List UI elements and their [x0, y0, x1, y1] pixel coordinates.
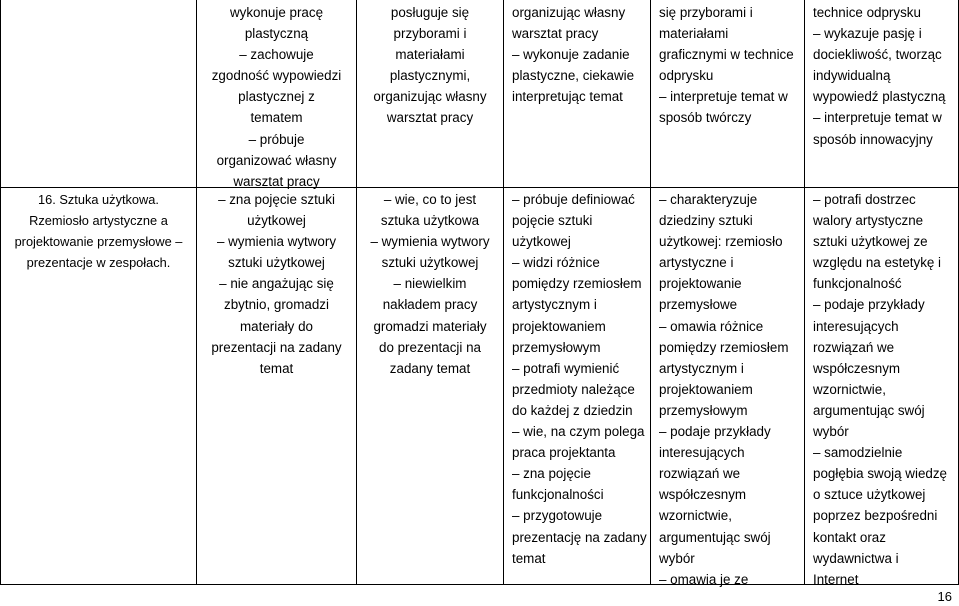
cell-line: argumentując swój: [813, 402, 925, 418]
cell-line: argumentując swój: [659, 529, 771, 545]
cell-line: – zna pojęcie: [512, 466, 591, 482]
cell-line: Internet: [813, 571, 859, 587]
topic-line: prezentacje w zespołach.: [26, 255, 171, 270]
cell-line: materiałami: [659, 26, 729, 42]
cell-line: – wie, na czym polega: [512, 424, 645, 440]
cell-line: walory artystyczne: [813, 213, 924, 229]
cell-line: wybór: [813, 424, 849, 440]
row-top-col5: [659, 2, 804, 129]
cell-line: – widzi różnice: [512, 255, 600, 271]
cell-line: artystyczne i: [659, 255, 734, 271]
cell-line: organizować własny: [216, 152, 337, 168]
cell-line: użytkowej: rzemiosło: [659, 234, 783, 250]
cell-line: – próbuje definiować: [512, 192, 635, 207]
cell-line: plastycznej z: [238, 89, 315, 105]
row-separator: [0, 187, 959, 188]
topic-line: projektowanie przemysłowe –: [14, 234, 183, 249]
cell-line: pomiędzy rzemiosłem: [512, 276, 642, 292]
cell-line: wykonuje pracę: [229, 5, 324, 20]
cell-line: przemysłowe: [659, 297, 738, 313]
cell-line: warsztat pracy: [512, 26, 599, 42]
cell-line: graficznymi w technice: [659, 47, 794, 63]
cell-line: gromadzi materiały: [373, 318, 487, 334]
cell-line: zadany temat: [389, 360, 471, 376]
table-divider-3: [503, 0, 504, 585]
cell-line: współczesnym: [659, 487, 747, 503]
cell-line: temat: [512, 550, 546, 566]
cell-line: interesujących: [659, 445, 745, 461]
cell-line: – samodzielnie: [813, 445, 903, 461]
cell-line: przedmioty należące: [512, 381, 635, 397]
cell-line: – zachowuje: [239, 47, 314, 63]
cell-line: zgodność wypowiedzi: [211, 68, 342, 84]
cell-line: temat: [259, 360, 294, 376]
cell-line: – wykazuje pasję i: [813, 26, 922, 42]
cell-line: prezentacji na zadany: [211, 339, 342, 355]
row-top-col3: [357, 2, 503, 129]
cell-line: – podaje przykłady: [659, 424, 771, 440]
cell-line: wypowiedź plastyczną: [813, 89, 946, 105]
cell-line: wydawnictwa i: [813, 550, 899, 566]
cell-line: sztuki użytkowej: [381, 255, 479, 271]
cell-line: pojęcie sztuki: [512, 213, 593, 229]
cell-line: organizując własny: [373, 89, 487, 105]
cell-line: o sztuce użytkowej: [813, 487, 926, 503]
cell-line: wybór: [659, 550, 695, 566]
cell-line: – wymienia wytwory: [216, 234, 337, 250]
cell-line: indywidualną: [813, 68, 891, 84]
cell-line: użytkowej: [512, 234, 571, 250]
cell-line: wzornictwie,: [813, 381, 886, 397]
cell-line: sztuki użytkowej ze: [813, 234, 928, 250]
cell-line: prezentację na zadany: [512, 529, 647, 545]
cell-line: artystycznym i: [512, 297, 597, 313]
row-top-col2: [197, 2, 356, 192]
cell-line: – podaje przykłady: [813, 297, 925, 313]
cell-line: – omawia je ze: [659, 571, 749, 587]
cell-line: użytkowej: [247, 213, 306, 229]
cell-line: poprzez bezpośredni: [813, 508, 938, 524]
cell-line: projektowaniem: [659, 381, 753, 397]
cell-line: wzornictwie,: [659, 508, 732, 524]
cell-line: praca projektanta: [512, 445, 616, 461]
cell-line: materiałami: [395, 47, 465, 63]
cell-line: względu na estetykę i: [813, 255, 942, 271]
cell-line: – wymienia wytwory: [370, 234, 490, 250]
cell-line: – przygotowuje: [512, 508, 603, 524]
cell-line: – nie angażując się: [219, 276, 334, 292]
cell-line: sztuka użytkowa: [380, 213, 480, 229]
cell-line: plastycznymi,: [389, 68, 471, 84]
cell-line: posługuje się: [390, 5, 470, 20]
cell-line: projektowaniem: [512, 318, 606, 334]
cell-line: sposób twórczy: [659, 110, 752, 126]
cell-line: pomiędzy rzemiosłem: [659, 339, 789, 355]
cell-line: artystycznym i: [659, 360, 744, 376]
cell-line: warsztat pracy: [386, 110, 474, 126]
topic-cell: [1, 189, 196, 273]
cell-line: do prezentacji na: [379, 339, 481, 355]
cell-line: dziedziny sztuki: [659, 213, 753, 229]
cell-line: plastyczną: [244, 26, 309, 42]
cell-line: rozwiązań we: [659, 466, 741, 482]
cell-line: – niewielkim: [393, 276, 467, 292]
cell-line: przemysłowym: [512, 339, 601, 355]
cell-line: funkcjonalności: [512, 487, 604, 503]
cell-line: tematem: [250, 110, 303, 126]
cell-line: nakładem pracy: [382, 297, 478, 313]
cell-line: plastyczne, ciekawie: [512, 68, 635, 84]
row-main-col4: [512, 189, 652, 569]
cell-line: organizując własny: [512, 5, 626, 20]
cell-line: materiały do: [240, 318, 313, 334]
row-main-col3: [357, 189, 503, 379]
cell-line: funkcjonalność: [813, 276, 902, 292]
cell-line: – charakteryzuje: [659, 192, 758, 207]
cell-line: przemysłowym: [659, 402, 748, 418]
cell-line: sposób innowacyjny: [813, 131, 933, 147]
cell-line: zbytnio, gromadzi: [224, 297, 329, 313]
row-top-col6: [813, 2, 958, 150]
cell-line: sztuki użytkowej: [228, 255, 325, 271]
row-main-col2: [197, 189, 356, 379]
page-number: 16: [937, 589, 952, 604]
cell-line: projektowanie: [659, 276, 742, 292]
cell-line: – potrafi wymienić: [512, 360, 620, 376]
cell-line: – interpretuje temat w: [659, 89, 788, 105]
cell-line: warsztat pracy: [233, 173, 320, 189]
cell-line: współczesnym: [813, 360, 901, 376]
cell-line: przyborami i: [393, 26, 467, 42]
cell-line: – potrafi dostrzec: [813, 192, 916, 207]
cell-line: – próbuje: [248, 131, 305, 147]
cell-line: pogłębia swoją wiedzę: [813, 466, 947, 482]
cell-line: – wie, co to jest: [383, 192, 477, 207]
row-main-col5: [659, 189, 804, 590]
topic-title: 16. Sztuka użytkowa.: [38, 192, 159, 207]
cell-line: – zna pojęcie sztuki: [218, 192, 335, 207]
topic-line: Rzemiosło artystyczne a: [29, 213, 168, 228]
row-main-col6: [813, 189, 958, 590]
table-divider-5: [804, 0, 805, 585]
cell-line: – wykonuje zadanie: [512, 47, 630, 63]
cell-line: kontakt oraz: [813, 529, 886, 545]
cell-line: – omawia różnice: [659, 318, 764, 334]
cell-line: odprysku: [659, 68, 714, 84]
cell-line: – interpretuje temat w: [813, 110, 942, 126]
row-top-col4: [512, 2, 652, 107]
cell-line: rozwiązań we: [813, 339, 895, 355]
cell-line: interesujących: [813, 318, 899, 334]
cell-line: się przyborami i: [659, 5, 753, 20]
table-border-left: [0, 0, 1, 585]
cell-line: interpretując temat: [512, 89, 623, 105]
cell-line: do każdej z dziedzin: [512, 402, 633, 418]
cell-line: dociekliwość, tworząc: [813, 47, 942, 63]
cell-line: technice odprysku: [813, 5, 921, 20]
